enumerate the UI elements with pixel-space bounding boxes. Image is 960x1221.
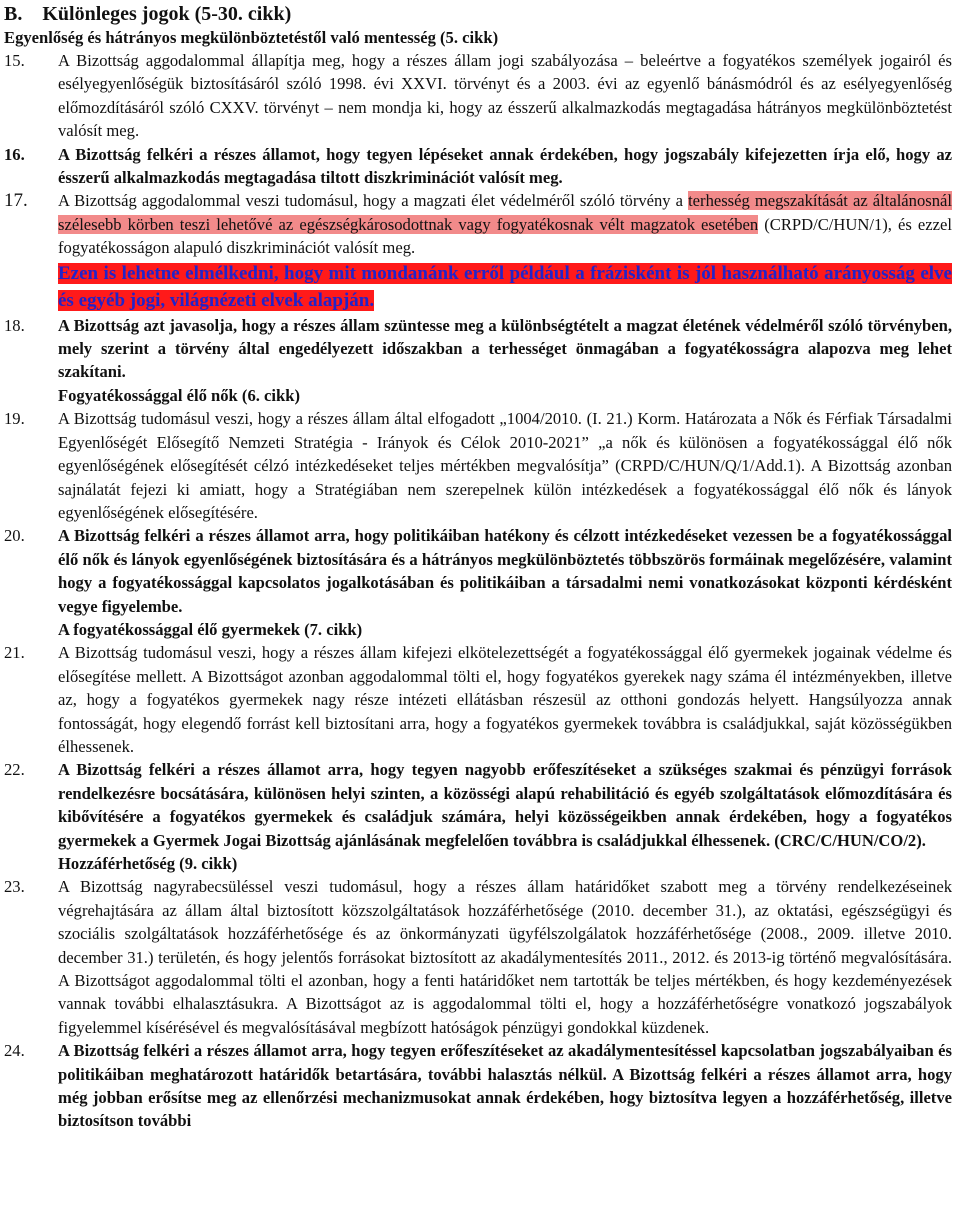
comment-annotation (58, 260, 952, 314)
paragraph-23 (4, 875, 952, 1039)
paragraph-text: A Bizottság nagyrabecsüléssel veszi tudomásul, hogy a részes állam határidőket szabott meg a törvény rendelkezéseinek végrehajtására az állam által biztosított közszolgáltatások hozzáférhetősége (2010. december 31.), az oktatási, egészségügyi és szociális szolgáltatások hozzáférhetősége és az önkormányzati ügyfélszolgálatok hozzáférhetősége (2008., 2009. illetve 2010. december 31.) területén, és hogy jelentős forrásokat biztosított az akadálymentesítés 2011., 2012. és 2013-ig történő megvalósítására. A Bizottságot aggodalommal tölti el azonban, hogy a fenti határidőket nem tartották be teljes mértékben, és hogy kezdeményezések vannak további elhalasztásukra. A Bizottságot az is aggodalommal tölti el, hogy a hozzáférhetőségre vonatkozó jogszabályok figyelemmel kísérésével és megvalósításával megbízott hatóságok pénzügyi gondokkal küzdenek. (58, 877, 952, 1037)
paragraph-text-after: (CRPD/C/HUN/1), és ezzel fogyatékosságon alapuló diszkriminációt valósít meg. (58, 214, 952, 258)
paragraph-21 (4, 641, 952, 758)
paragraph-text: A Bizottság tudomásul veszi, hogy a részes állam által elfogadott „1004/2010. (I. 21.) Korm. Határozata a Nők és Férfiak Társadalmi Egyenlőségét Elősegítő Nemzeti Stratégia - Irányok és Célok 2010-2021” „a nők és különösen a fogyatékossággal élő nők egyenlőségének elősegítését célzó intézkedéseket teljes mértékben megvalósítja” (CRPD/C/HUN/Q/1/Add.1). A Bizottság azonban sajnálatát fejezi ki amiatt, hogy a Stratégiában nem szerepelnek külön intézkedések a fogyatékossággal élő nők és lányok egyenlőségének elősegítésére. (58, 409, 952, 522)
paragraph-number: 21. (4, 643, 25, 663)
comment-text: Ezen is lehetne elmélkedni, hogy mit mondanánk erről például a frázisként is jól használható arányosság elve és egyéb jogi, világnézeti elvek alapján. (58, 262, 952, 311)
paragraph-text: A Bizottság tudomásul veszi, hogy a részes állam kifejezi elkötelezettségét a fogyatékossággal élő gyermekek jogainak védelme és elősegítése mellett. A Bizottságot azonban aggodalommal tölti el, hogy fogyatékos gyerekek nagy száma él intézményekben, illetve az, hogy a fogyatékos gyermekek nagy része intézeti ellátásban részesül az otthoni gondozás helyett. Hangsúlyozza annak fontosságát, hogy elegendő forrást kell biztosítani arra, hogy a fogyatékos gyermekek továbbra is családjukkal, saját közösségükben élhessenek. (58, 643, 952, 756)
paragraph-number: 18. (4, 315, 25, 335)
paragraph-22 (4, 758, 952, 852)
subheading-children: A fogyatékossággal élő gyermekek (7. cikk) (58, 619, 363, 639)
paragraph-text: A Bizottság aggodalommal állapítja meg, hogy a részes állam jogi szabályozása – beleértve a fogyatékos személyek jogairól és esélyegyenlőségük biztosításáról szóló 1998. évi XXVI. törvényt és a 2003. évi az egyenlő bánásmódról és az esélyegyenlőség előmozdításáról szóló CXXV. törvényt – nem mondja ki, hogy az ésszerű alkalmazkodás megtagadása hátrányos megkülönböztetést valósít meg. (58, 51, 952, 141)
paragraph-number: 17. (4, 190, 28, 212)
subheading-equality: Egyenlőség és hátrányos megkülönböztetéstől való mentesség (5. cikk) (4, 28, 499, 47)
paragraph-number: 19. (4, 409, 25, 429)
paragraph-text-before: A Bizottság aggodalommal veszi tudomásul, hogy a magzati élet védelméről szóló törvény a (58, 191, 689, 211)
subheading-accessibility: Hozzáférhetőség (9. cikk) (58, 854, 238, 873)
paragraph-text (58, 189, 952, 259)
section-heading: B. Különleges jogok (5-30. cikk) (4, 3, 292, 25)
paragraph-text: A Bizottság felkéri a részes államot arra, hogy tegyen nagyobb erőfeszítéseket a szükséges szakmai és pénzügyi források rendelkezésre bocsátására, különösen helyi szinten, a közösségi alapú rehabilitáció és egyéb szolgáltatások előmozdítására és kibővítésére a fogyatékos gyermekek és családjuk számára, helyi közösségeikben annak érdekében, hogy a fogyatékos gyermekek a Gyermek Jogai Bizottság ajánlásának megfelelően továbbra is családjukkal élhessenek. (CRC/C/HUN/CO/2). (58, 760, 952, 850)
paragraph-16 (4, 143, 952, 190)
paragraph-19 (4, 407, 952, 524)
paragraph-text: A Bizottság felkéri a részes államot arra, hogy tegyen erőfeszítéseket az akadálymentesítéssel kapcsolatban jogszabályaiban és politikáiban meghatározott határidők betartására, további halasztás nélkül. A Bizottság felkéri a részes államot arra, hogy még jobban erősítse meg az ellenőrzési mechanizmusokat annak érdekében, hogy biztosítva legyen a hozzáférhetőség, illetve biztosítson további (58, 1041, 952, 1131)
paragraph-text: A Bizottság felkéri a részes államot, hogy tegyen lépéseket annak érdekében, hogy jogszabály kifejezetten írja elő, hogy az ésszerű alkalmazkodás megtagadása tiltott diszkriminációt valósít meg. (58, 144, 952, 188)
paragraph-20 (4, 524, 952, 618)
paragraph-18 (4, 314, 952, 384)
paragraph-15 (4, 49, 952, 143)
paragraph-17 (4, 189, 952, 259)
paragraph-number: 15. (4, 51, 25, 70)
paragraph-text: A Bizottság felkéri a részes államot arra, hogy politikáiban hatékony és célzott intézkedéseket vezessen be a fogyatékossággal élő nők és lányok egyenlőségének biztosítására és a hátrányos megkülönböztetés többszörös formáinak megelőzésére, valamint hogy a fogyatékossággal kapcsolatos jogalkotásában és politikáiban a társadalmi nemi vonatkozásokat központi kérdésként vegye figyelembe. (58, 526, 952, 616)
paragraph-text: A Bizottság azt javasolja, hogy a részes állam szüntesse meg a különbségtételt a magzat életének védelméről szóló törvényben, mely szerint a törvény által engedélyezett időszakban a terhességet önmagában a fogyatékosságra alapozva meg lehet szakítani. (58, 315, 952, 382)
paragraph-number: 23. (4, 877, 25, 897)
paragraph-number: 16. (4, 144, 25, 164)
subheading-women: Fogyatékossággal élő nők (6. cikk) (58, 385, 301, 405)
paragraph-number: 24. (4, 1041, 25, 1061)
paragraph-24 (4, 1039, 952, 1133)
paragraph-number: 20. (4, 526, 25, 546)
highlighted-text: terhesség megszakítását az általánosnál szélesebb körben teszi lehetővé az egészségkárosodottnak vagy fogyatékosnak vélt magzatok esetében (58, 191, 952, 234)
paragraph-number: 22. (4, 760, 25, 780)
